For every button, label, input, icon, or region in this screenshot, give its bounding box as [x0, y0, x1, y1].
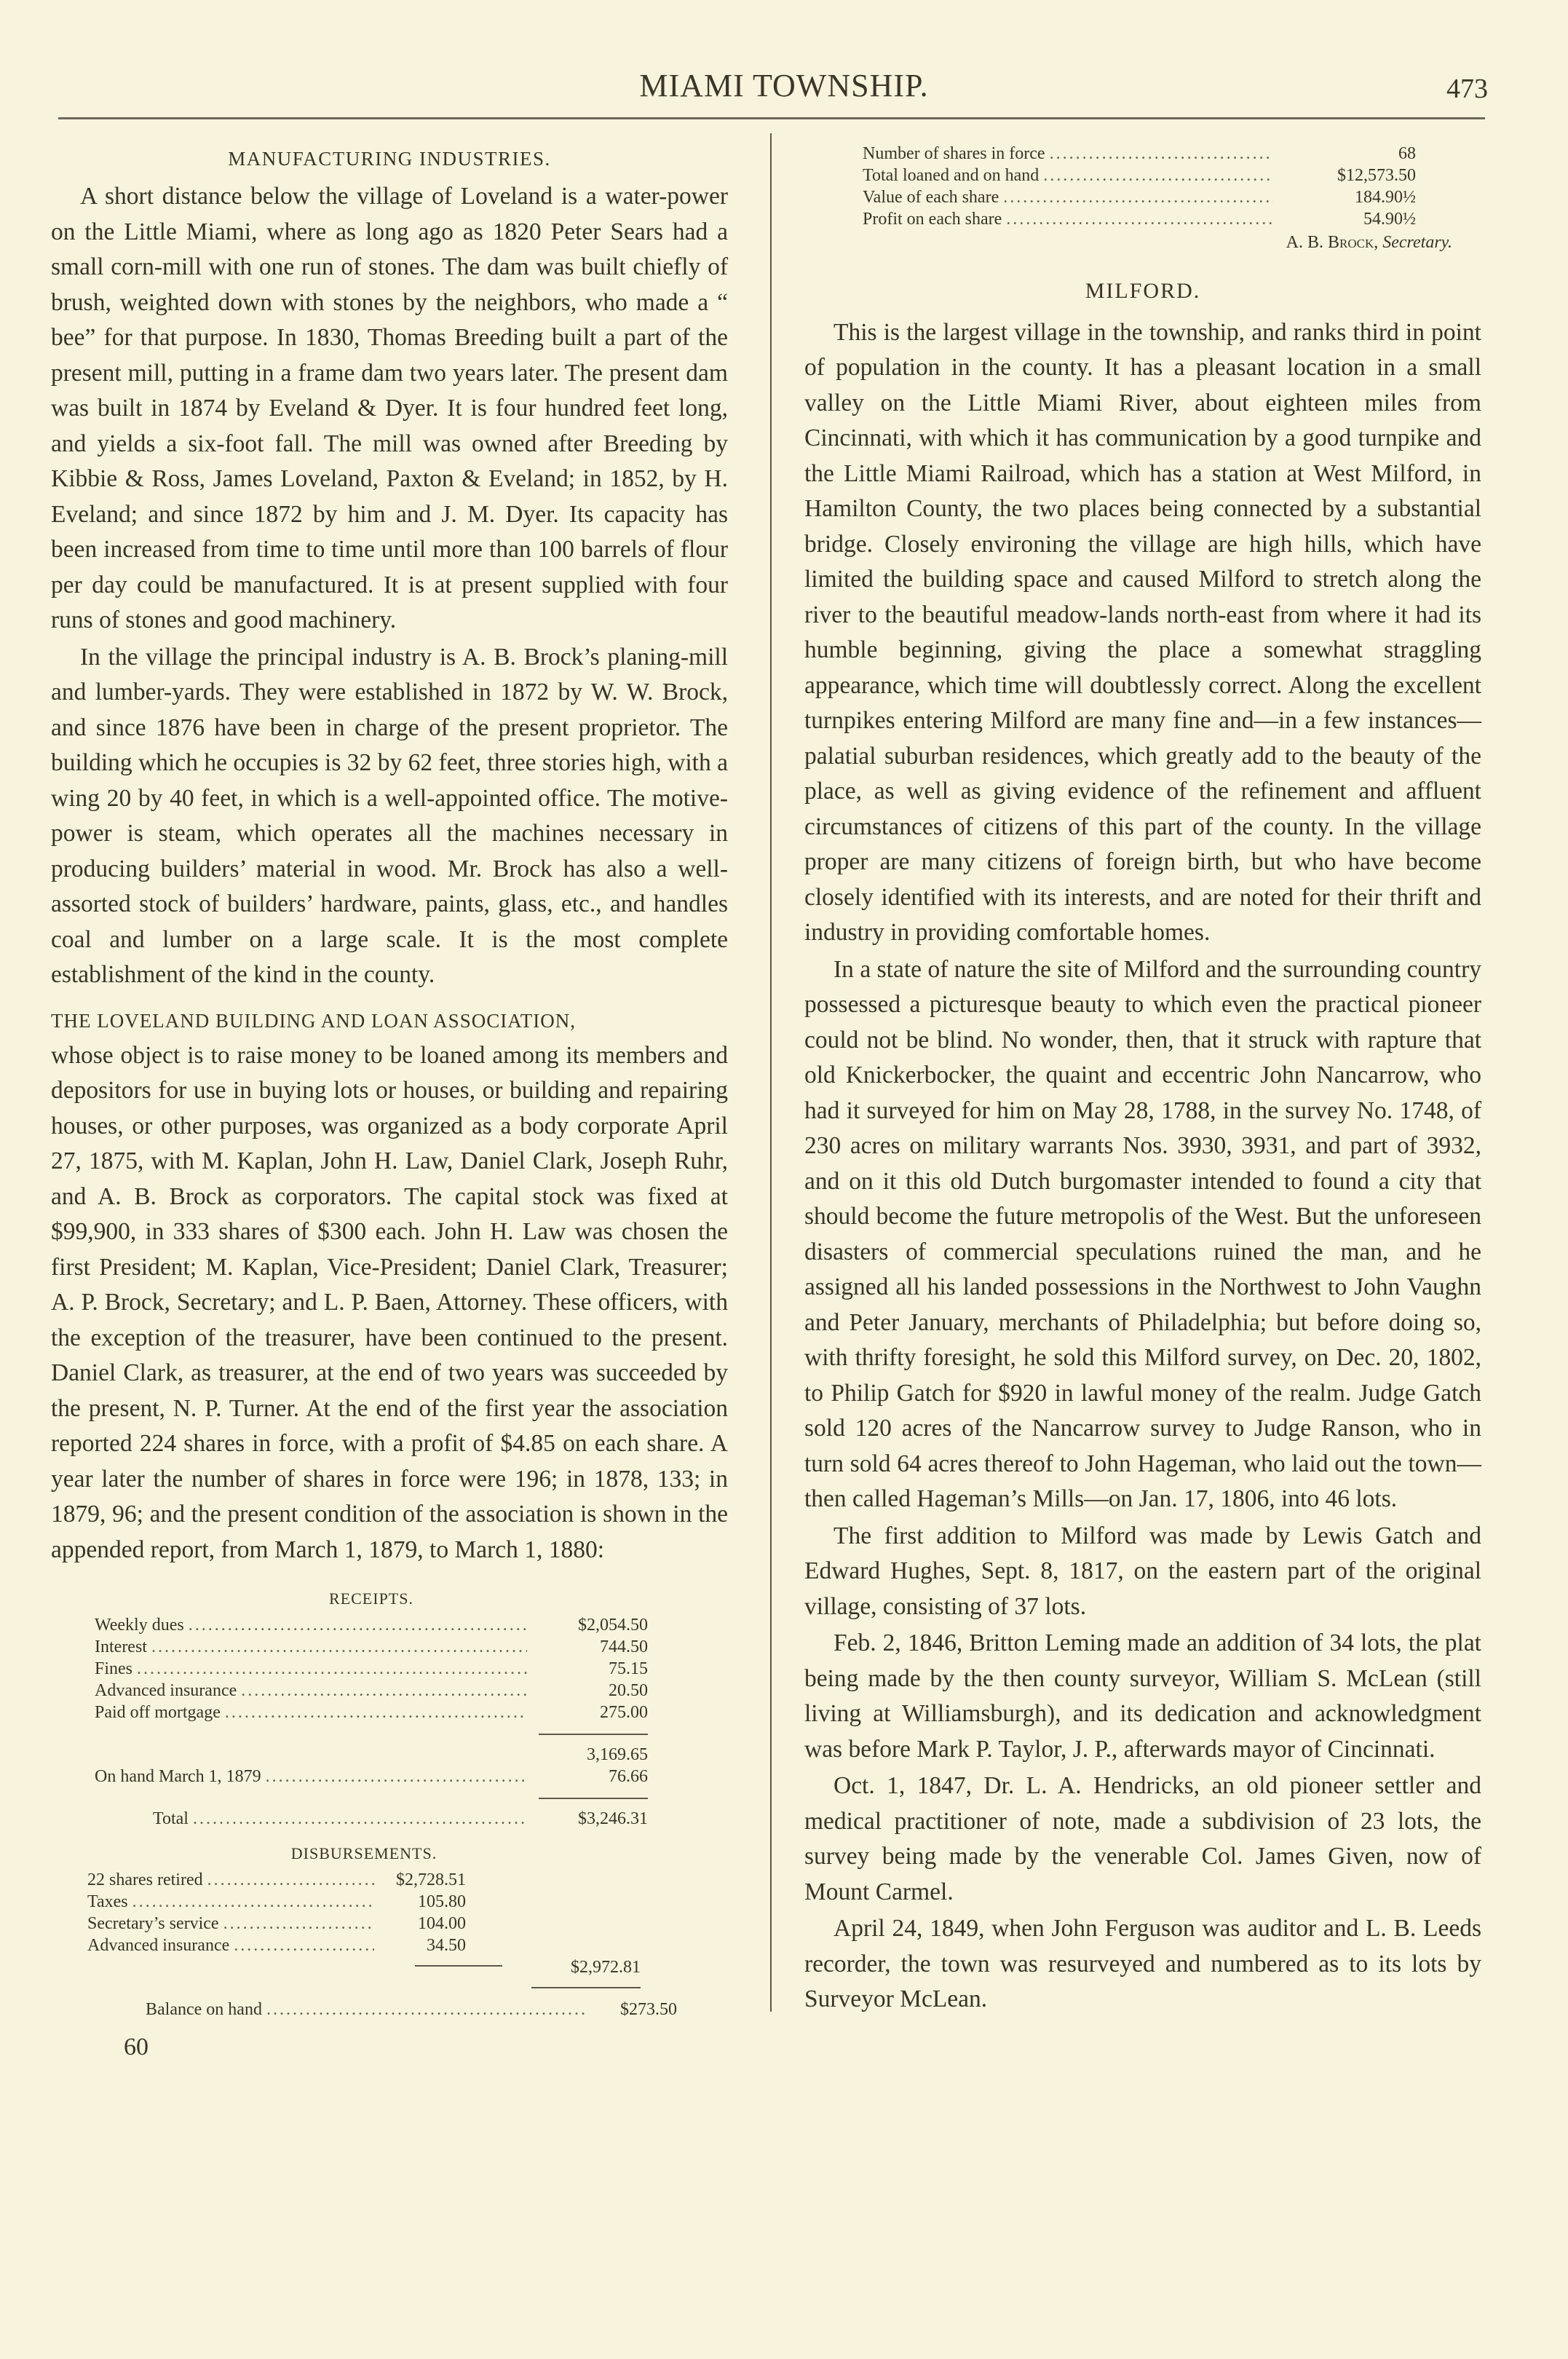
- receipts-subtotal-row: [95, 1744, 648, 1766]
- ledger-label: Advanced insurance: [95, 1681, 237, 1700]
- ledger-row: [95, 1766, 648, 1787]
- disbursements-total-row: [87, 1956, 641, 1978]
- leader-dots: [223, 1913, 374, 1935]
- receipts-subtotal: 3,169.65: [587, 1745, 648, 1764]
- ledger-row: [863, 165, 1416, 186]
- leader-dots: [137, 1658, 527, 1680]
- paragraph: The first addition to Milford was made by Lewis Gatch and Edward Hughes, Sept. 8, 1817, on the eastern part of the original village, consisting of 37 lots.: [804, 1522, 1481, 1620]
- ledger-amount: 275.00: [600, 1703, 648, 1722]
- leader-dots: [132, 1891, 374, 1913]
- leader-dots: [241, 1680, 527, 1702]
- ledger-row: [87, 1935, 641, 1956]
- signature-title: Secretary.: [1382, 233, 1452, 252]
- ledger-amount: $2,728.51: [396, 1870, 466, 1889]
- receipts-title: RECEIPTS.: [329, 1589, 413, 1608]
- paragraph: Oct. 1, 1847, Dr. L. A. Hendricks, an old pioneer settler and medical practitioner of note, made a subdivision of 23 lots, the survey being made by the venerable Col. James Given, now of Mount Carmel.: [804, 1772, 1481, 1905]
- section-heading-milford: MILFORD.: [1085, 279, 1201, 303]
- ledger-label: Taxes: [87, 1892, 128, 1911]
- secretary-signature: [804, 230, 1452, 255]
- leader-dots: [193, 1808, 527, 1830]
- ledger-row: [87, 1869, 641, 1891]
- right-column: [804, 143, 1481, 2018]
- signature-mark: 60: [124, 2034, 149, 2060]
- column-divider: [770, 133, 772, 2012]
- ledger-row: [863, 208, 1416, 230]
- ledger-amount: 184.90½: [1355, 188, 1416, 207]
- ledger-amount: 68: [1398, 144, 1416, 163]
- ledger-label: 22 shares retired: [87, 1870, 203, 1889]
- signature-name: A. B. Brock,: [1286, 233, 1379, 252]
- leader-dots: [151, 1636, 527, 1658]
- ledger-amount: 744.50: [600, 1637, 648, 1656]
- paragraph: April 24, 1849, when John Ferguson was auditor and L. B. Leeds recorder, the town was resurveyed and numbered as to its lots by Surveyor McLean.: [804, 1915, 1481, 2012]
- ledger-label: Weekly dues: [95, 1616, 184, 1635]
- receipts-table: [95, 1588, 648, 1830]
- ledger-label: On hand March 1, 1879: [95, 1767, 261, 1786]
- association-paragraph: whose object is to raise money to be loaned among its members and depositors for use in buying lots or houses, or building and repairing houses, or other purposes, was organized as a body corporate April 27, 1875, with M. Kaplan, John H. Law, Daniel Clark, Joseph Ruhr, and A. B. Brock as corporators. The capital stock was fixed at $99,900, in 333 shares of $300 each. John H. Law was chosen the first President; M. Kaplan, Vice-President; Daniel Clark, Treasurer; A. P. Brock, Secretary; and L. P. Baen, Attorney. These officers, with the exception of the treasurer, have been continued to the present. Daniel Clark, as treasurer, at the end of two years was succeeded by the present, N. P. Turner. At the end of the first year the association reported 224 shares in force, with a profit of $4.85 on each share. A year later the number of shares in force were 196; in 1878, 133; in 1879, 96; and the present condition of the association is shown in the appended report, from March 1, 1879, to March 1, 1880:: [51, 1041, 728, 1563]
- ledger-amount: $2,054.50: [578, 1616, 648, 1635]
- disbursements-total: $2,972.81: [571, 1958, 641, 1977]
- ledger-label: Advanced insurance: [87, 1936, 230, 1955]
- shares-summary-table: [863, 143, 1416, 230]
- ledger-row: [95, 1702, 648, 1723]
- paragraph: This is the largest village in the township, and ranks third in point of population in the county. It has a pleasant location in a small valley on the Little Miami River, about eighteen miles from Cincinnati, with which it has communication by a good turnpike and the Little Miami Railroad, which has a station at West Milford, in Hamilton County, the two places being connected by a substantial bridge. Closely environing the village are high hills, which have limited the building space and caused Milford to stretch along the river to the beautiful meadow-lands north-east from where it had its humble beginning, giving the place a somewhat straggling appearance, which time will doubtlessly correct. Along the excellent turnpikes entering Milford are many fine and—in a few instances—palatial suburban residences, which greatly add to the beauty of the place, as well as giving evidence of the refinement and affluent circumstances of citizens of this part of the county. In the village proper are many citizens of foreign birth, but who have become closely identified with its interests, and are noted for their thrift and industry in providing comfortable homes.: [804, 318, 1481, 946]
- disbursements-title: DISBURSEMENTS.: [290, 1844, 437, 1862]
- ledger-row: [95, 1680, 648, 1702]
- ledger-row: [863, 186, 1416, 208]
- ledger-row: [95, 1636, 648, 1658]
- header-rule: [58, 117, 1485, 119]
- leader-dots: [1043, 165, 1273, 186]
- page-number: 473: [1446, 74, 1488, 104]
- paragraph: Feb. 2, 1846, Britton Leming made an addition of 34 lots, the plat being made by the then county surveyor, William S. McLean (still living at Williamsburgh), and its dedication and acknowledgment was before Mark P. Taylor, J. P., afterwards mayor of Cincinnati.: [804, 1629, 1481, 1763]
- disbursements-table: [87, 1843, 677, 2060]
- ledger-amount: 76.66: [609, 1767, 648, 1786]
- running-title: MIAMI TOWNSHIP.: [639, 68, 929, 103]
- leader-dots: [234, 1935, 374, 1956]
- leader-dots: [1006, 208, 1273, 230]
- ledger-row: [95, 1614, 648, 1636]
- leader-dots: [266, 1766, 527, 1787]
- paragraph: In a state of nature the site of Milford and the surrounding country possessed a picturesque beauty to which even the practical pioneer could not be blind. No wonder, then, that it struck with rapture that old Knickerbocker, the quaint and eccentric John Nancarrow, who had it surveyed for him on May 28, 1788, in the survey No. 1748, of 230 acres on military warrants Nos. 3930, 3931, and part of 3932, and on it this old Dutch burgomaster intended to found a city that should become the future metropolis of the West. But the unforeseen disasters of commercial speculations ruined the man, and he assigned all his landed possessions in the Northwest to John Vaughn and Peter January, merchants of Philadelphia; but before doing so, with thrifty foresight, he sold this Milford survey, on Dec. 20, 1802, to Philip Gatch for $920 in lawful money of the realm. Judge Gatch sold 120 acres of the Nancarrow survey to Judge Ranson, who in turn sold 64 acres thereof to John Hageman, who laid out the town—then called Hageman’s Mills—on Jan. 17, 1806, into 46 lots.: [804, 955, 1481, 1512]
- ledger-label: Number of shares in force: [863, 144, 1045, 163]
- ledger-label: Value of each share: [863, 188, 999, 207]
- ledger-label: Secretary’s service: [87, 1914, 219, 1933]
- leader-dots: [266, 1999, 585, 2020]
- ledger-amount: 34.50: [427, 1936, 466, 1955]
- ledger-amount: 20.50: [609, 1681, 648, 1700]
- leader-dots: [1050, 143, 1273, 165]
- leader-dots: [1003, 186, 1273, 208]
- balance-row: [146, 1999, 677, 2020]
- paragraph: A short distance below the village of Loveland is a water-power on the Little Miami, where as long ago as 1820 Peter Sears had a small corn-mill with one run of stones. The dam was built chiefly of brush, weighted down with stones by the neighbors, who made a “ bee” for that purpose. In 1830, Thomas Breeding built a part of the present mill, putting in a frame dam two years later. The present dam was built in 1874 by Eveland & Dyer. It is four hundred feet long, and yields a six-foot fall. The mill was owned after Breeding by Kibbie & Ross, James Loveland, Paxton & Eveland; in 1852, by H. Eveland; and since 1872 by him and J. M. Dyer. Its capacity has been increased from time to time until more than 100 barrels of flour per day could be manufactured. It is at present supplied with four runs of stones and good machinery.: [51, 183, 728, 633]
- ledger-amount: 104.00: [418, 1914, 466, 1933]
- ledger-label: Profit on each share: [863, 210, 1002, 229]
- receipts-total-row: [153, 1808, 648, 1830]
- ledger-row: [95, 1658, 648, 1680]
- association-heading: THE LOVELAND BUILDING AND LOAN ASSOCIATION,: [51, 1009, 576, 1032]
- ledger-label: Interest: [95, 1637, 147, 1656]
- ledger-amount: 105.80: [418, 1892, 466, 1911]
- leader-dots: [207, 1869, 374, 1891]
- section-heading-manufacturing: MANUFACTURING INDUSTRIES.: [228, 148, 551, 170]
- ledger-label: Fines: [95, 1659, 133, 1678]
- ledger-row: [87, 1891, 641, 1913]
- ledger-label: Total loaned and on hand: [863, 166, 1040, 185]
- ledger-label: Total: [153, 1809, 189, 1828]
- sum-rule: [415, 1965, 502, 1967]
- ledger-row: [87, 1913, 641, 1935]
- page-header: [0, 0, 1568, 138]
- leader-dots: [189, 1614, 527, 1636]
- sum-rule: [539, 1734, 648, 1735]
- ledger-amount: $12,573.50: [1337, 166, 1416, 185]
- paragraph: In the village the principal industry is A. B. Brock’s planing-mill and lumber-yards. They were established in 1872 by W. W. Brock, and since 1876 have been in charge of the present proprietor. The building which he occupies is 32 by 62 feet, three stories high, with a wing 20 by 40 feet, in which is a well-appointed office. The motive-power is steam, which operates all the machines necessary in producing builders’ material in wood. Mr. Brock has also a well-assorted stock of builders’ hardware, paints, glass, etc., and handles coal and lumber on a large scale. It is the most complete establishment of the kind in the county.: [51, 643, 728, 988]
- ledger-label: Balance on hand: [146, 2000, 262, 2019]
- leader-dots: [225, 1702, 527, 1723]
- ledger-label: Paid off mortgage: [95, 1703, 221, 1722]
- left-column: [51, 143, 728, 2058]
- ledger-row: [863, 143, 1416, 165]
- sum-rule: [539, 1798, 648, 1799]
- sum-rule: [531, 1987, 641, 1988]
- ledger-amount: $273.50: [620, 2000, 677, 2019]
- ledger-amount: 75.15: [609, 1659, 648, 1678]
- ledger-amount: $3,246.31: [578, 1809, 648, 1828]
- ledger-amount: 54.90½: [1363, 210, 1416, 229]
